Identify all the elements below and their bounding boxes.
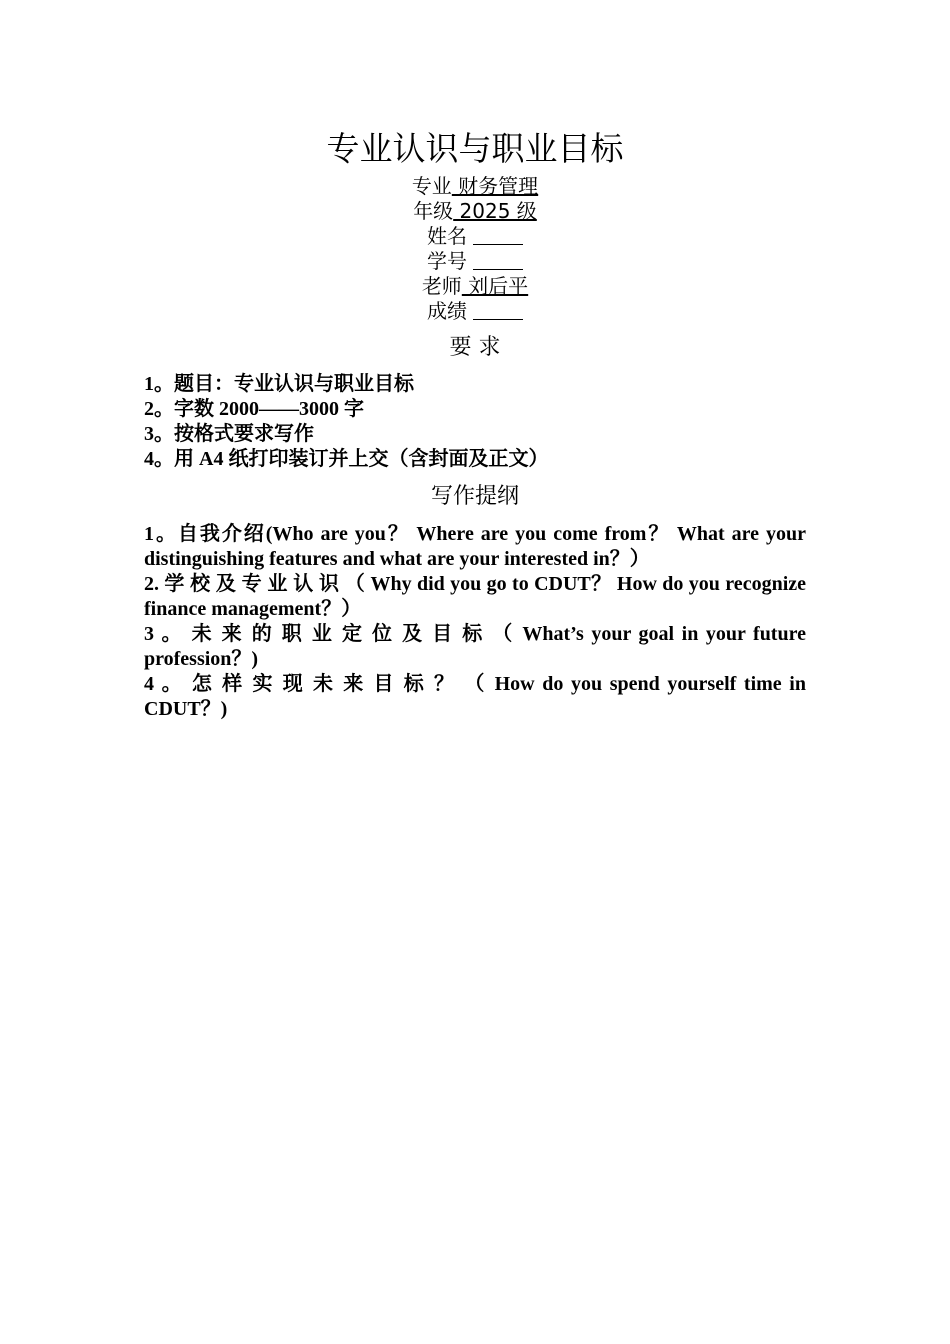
blank-line — [473, 226, 523, 245]
list-item: 4。用 A4 纸打印装订并上交（含封面及正文） — [144, 448, 549, 470]
field-value: 财务管理 — [451, 174, 539, 198]
field-label: 学号 — [427, 249, 467, 273]
field-student-id — [0, 249, 950, 274]
outline-list — [144, 522, 806, 722]
field-major — [0, 174, 950, 199]
field-label: 老师 — [421, 274, 462, 298]
blank-line — [473, 301, 523, 320]
list-item: 3 。 未 来 的 职 业 定 位 及 目 标 （ What’s your goal in your future profession？) — [144, 623, 806, 670]
field-score — [0, 299, 950, 324]
requirements-heading: 要 求 — [449, 335, 501, 360]
list-item: 2. 学 校 及 专 业 认 识 （ Why did you go to CDUT？ How do you recognize finance management？） — [144, 573, 806, 620]
field-teacher — [0, 274, 950, 299]
list-item: 4 。 怎 样 实 现 未 来 目 标 ？ （ How do you spend yourself time in CDUT？) — [144, 673, 806, 720]
field-label: 专业 — [411, 174, 452, 198]
list-item: 1。题目：专业认识与职业目标 — [144, 373, 414, 395]
blank-line — [473, 251, 523, 270]
requirements-list — [144, 372, 806, 472]
list-item: 3。按格式要求写作 — [144, 423, 314, 445]
field-value: 2025 级 — [453, 199, 537, 223]
field-label: 年级 — [413, 199, 454, 223]
field-label: 姓名 — [427, 224, 467, 248]
list-item: 2。字数 2000——3000 字 — [144, 398, 364, 420]
field-value: 刘后平 — [461, 274, 529, 298]
document-title: 专业认识与职业目标 — [326, 129, 624, 168]
outline-heading: 写作提纲 — [430, 484, 519, 509]
field-name — [0, 224, 950, 249]
field-label: 成绩 — [427, 299, 467, 323]
list-item: 1。自我介绍(Who are you？ Where are you come from？ What are your distinguishing features and what are your interested in？） — [144, 523, 806, 570]
field-grade — [0, 199, 950, 224]
cover-fields — [0, 174, 950, 324]
